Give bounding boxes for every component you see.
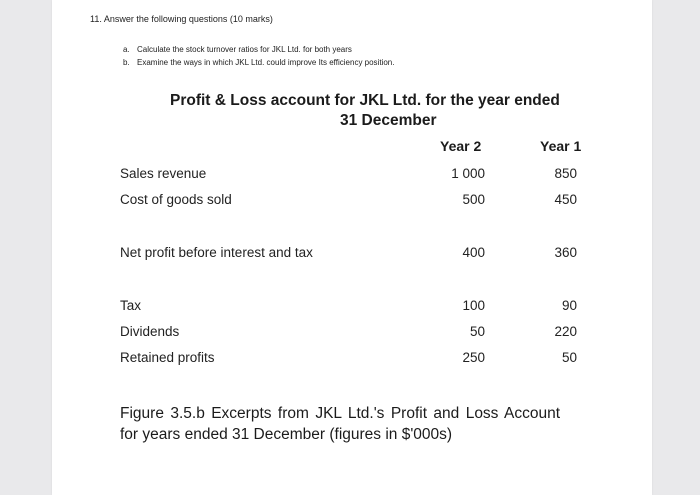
row-label-retained-profits: Retained profits: [120, 350, 215, 365]
question-item-letter: b.: [123, 58, 130, 67]
row-label-net-profit: Net profit before interest and tax: [120, 245, 313, 260]
figure-caption: Figure 3.5.b Excerpts from JKL Ltd.'s Profit and Loss Account for years ended 31 December (figures in $'000s): [120, 405, 560, 443]
row-label-dividends: Dividends: [120, 324, 180, 339]
value-year2-cost-of-goods-sold: 500: [462, 192, 485, 207]
value-year2-retained-profits: 250: [462, 350, 485, 365]
value-year1-dividends: 220: [554, 324, 577, 339]
question-heading: 11. Answer the following questions (10 marks): [90, 14, 273, 24]
value-year2-net-profit: 400: [462, 245, 485, 260]
value-year2-dividends: 50: [469, 324, 485, 339]
value-year1-tax: 90: [561, 298, 577, 313]
column-header-year2: Year 2: [440, 138, 482, 154]
value-year1-net-profit: 360: [554, 245, 577, 260]
row-label-cost-of-goods-sold: Cost of goods sold: [120, 192, 232, 207]
value-year1-sales-revenue: 850: [554, 166, 577, 181]
question-item-b: [123, 58, 394, 67]
value-year1-retained-profits: 50: [561, 350, 577, 365]
question-item-text: Examine the ways in which JKL Ltd. could improve Its efficiency position.: [137, 58, 395, 67]
question-item-text: Calculate the stock turnover ratios for JKL Ltd. for both years: [137, 45, 352, 54]
value-year2-sales-revenue: 1 000: [451, 166, 485, 181]
row-label-tax: Tax: [120, 298, 142, 313]
column-header-year1: Year 1: [540, 138, 582, 154]
row-label-sales-revenue: Sales revenue: [120, 166, 207, 181]
statement-title-line2: 31 December: [340, 112, 437, 129]
question-item-a: [123, 45, 352, 54]
statement-title-line1: Profit & Loss account for JKL Ltd. for the year ended: [170, 92, 560, 109]
value-year1-cost-of-goods-sold: 450: [554, 192, 577, 207]
question-item-letter: a.: [123, 45, 130, 54]
value-year2-tax: 100: [462, 298, 485, 313]
